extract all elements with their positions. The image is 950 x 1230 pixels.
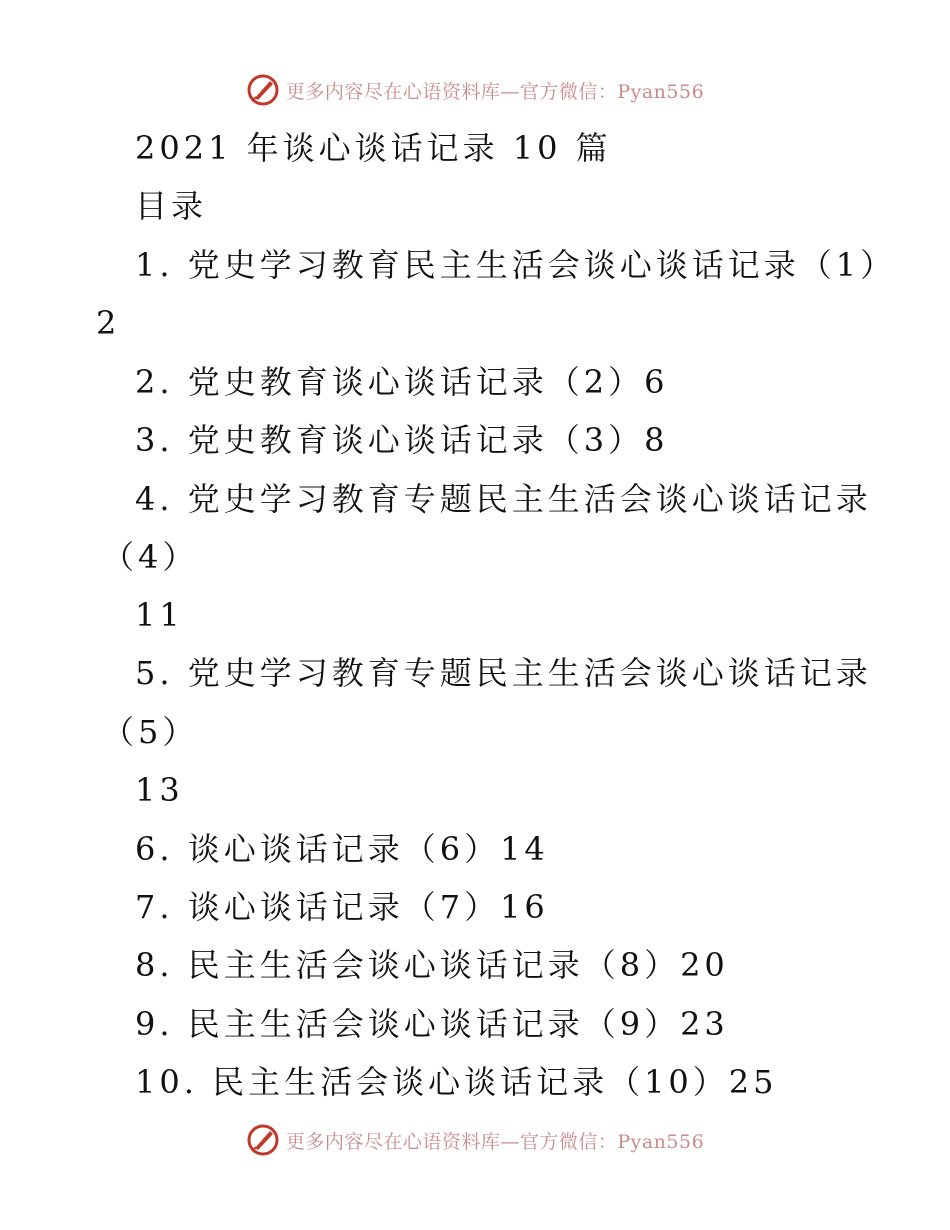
toc-entry-2: 2. 党史教育谈心谈话记录（2）6 xyxy=(135,363,669,401)
toc-heading: 目录 xyxy=(135,187,208,225)
quill-logo-icon xyxy=(246,73,280,107)
toc-entry-6: 6. 谈心谈话记录（6）14 xyxy=(135,830,549,868)
toc-entry-7: 7. 谈心谈话记录（7）16 xyxy=(135,888,549,926)
document-title: 2021 年谈心谈话记录 10 篇 xyxy=(135,129,612,167)
toc-entry-5: 5. 党史学习教育专题民主生活会谈心谈话记录 xyxy=(135,654,872,692)
header-watermark xyxy=(0,72,950,108)
watermark-group xyxy=(246,73,704,107)
toc-entry-4-page: 11 xyxy=(135,596,184,634)
toc-entry-1: 1. 党史学习教育民主生活会谈心谈话记录（1） xyxy=(135,246,897,284)
toc-entry-1-page: 2 xyxy=(96,304,121,342)
toc-entry-3: 3. 党史教育谈心谈话记录（3）8 xyxy=(135,421,669,459)
footer-watermark xyxy=(0,1122,950,1158)
toc-entry-4: 4. 党史学习教育专题民主生活会谈心谈话记录 xyxy=(135,480,872,518)
toc-entry-4-number: （4） xyxy=(102,538,199,576)
toc-entry-5-number: （5） xyxy=(102,713,199,751)
watermark-text: 更多内容尽在心语资料库—官方微信：Pyan556 xyxy=(285,1130,705,1153)
toc-entry-9: 9. 民主生活会谈心谈话记录（9）23 xyxy=(135,1005,729,1043)
watermark-text: 更多内容尽在心语资料库—官方微信：Pyan556 xyxy=(285,80,705,103)
toc-entry-8: 8. 民主生活会谈心谈话记录（8）20 xyxy=(135,946,729,984)
watermark-group xyxy=(246,1123,704,1157)
toc-entry-5-page: 13 xyxy=(135,771,184,809)
quill-logo-icon xyxy=(246,1123,280,1157)
toc-entry-10: 10. 民主生活会谈心谈话记录（10）25 xyxy=(135,1063,778,1101)
